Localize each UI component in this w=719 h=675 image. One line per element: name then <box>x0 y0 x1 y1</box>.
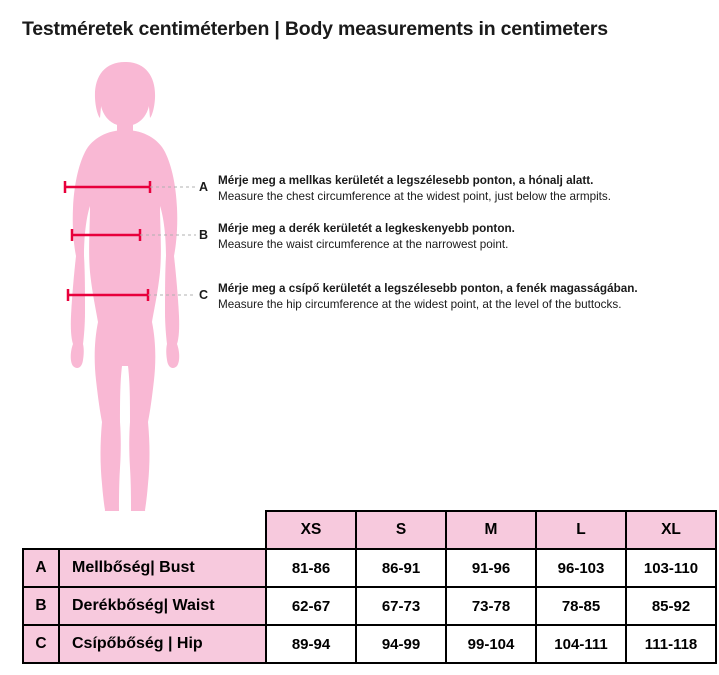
row-a-s: 86-91 <box>356 549 446 587</box>
table-header-row <box>23 511 716 549</box>
table-row <box>23 625 716 663</box>
callout-a-en: Measure the chest circumference at the widest point, just below the armpits. <box>218 189 612 203</box>
row-a-letter: A <box>23 549 59 587</box>
size-header-l: L <box>536 511 626 549</box>
size-header-xs: XS <box>266 511 356 549</box>
measure-line-b <box>72 229 196 241</box>
row-b-m: 73-78 <box>446 587 536 625</box>
row-c-letter: C <box>23 625 59 663</box>
callout-c-text <box>218 281 638 312</box>
row-b-xl: 85-92 <box>626 587 716 625</box>
size-table <box>22 510 717 664</box>
callout-b-en: Measure the waist circumference at the narrowest point. <box>218 237 509 251</box>
table-row <box>23 587 716 625</box>
callout-b-letter: B <box>199 228 209 242</box>
row-a-name: Mellbőség| Bust <box>59 549 266 587</box>
header-blank-letter <box>23 511 59 549</box>
row-b-xs: 62-67 <box>266 587 356 625</box>
callout-a-hu: Mérje meg a mellkas kerületét a legszélesebb ponton, a hónalj alatt. <box>218 174 594 187</box>
size-header-xl: XL <box>626 511 716 549</box>
row-b-s: 67-73 <box>356 587 446 625</box>
row-c-l: 104-111 <box>536 625 626 663</box>
row-b-name: Derékbőség| Waist <box>59 587 266 625</box>
size-header-m: M <box>446 511 536 549</box>
row-a-l: 96-103 <box>536 549 626 587</box>
row-c-name: Csípőbőség | Hip <box>59 625 266 663</box>
callout-c-letter: C <box>199 288 209 302</box>
row-c-xs: 89-94 <box>266 625 356 663</box>
callout-a-letter: A <box>199 180 209 194</box>
callout-c-hu: Mérje meg a csípő kerületét a legszélesebb ponton, a fenék magasságában. <box>218 282 638 295</box>
measure-line-a <box>65 181 196 193</box>
table-row <box>23 549 716 587</box>
row-b-l: 78-85 <box>536 587 626 625</box>
measure-line-c <box>68 289 196 301</box>
row-c-s: 94-99 <box>356 625 446 663</box>
row-c-m: 99-104 <box>446 625 536 663</box>
row-c-xl: 111-118 <box>626 625 716 663</box>
callout-b-hu: Mérje meg a derék kerületét a legkeskenyebb ponton. <box>218 222 515 235</box>
callout-a-text <box>218 173 611 204</box>
row-a-xl: 103-110 <box>626 549 716 587</box>
row-b-letter: B <box>23 587 59 625</box>
callout-c-en: Measure the hip circumference at the widest point, at the level of the buttocks. <box>218 297 622 311</box>
row-a-m: 91-96 <box>446 549 536 587</box>
size-header-s: S <box>356 511 446 549</box>
page-title: Testméretek centiméterben | Body measurements in centimeters <box>22 18 608 40</box>
callout-b-text <box>218 221 515 252</box>
row-a-xs: 81-86 <box>266 549 356 587</box>
header-blank-name <box>59 511 266 549</box>
